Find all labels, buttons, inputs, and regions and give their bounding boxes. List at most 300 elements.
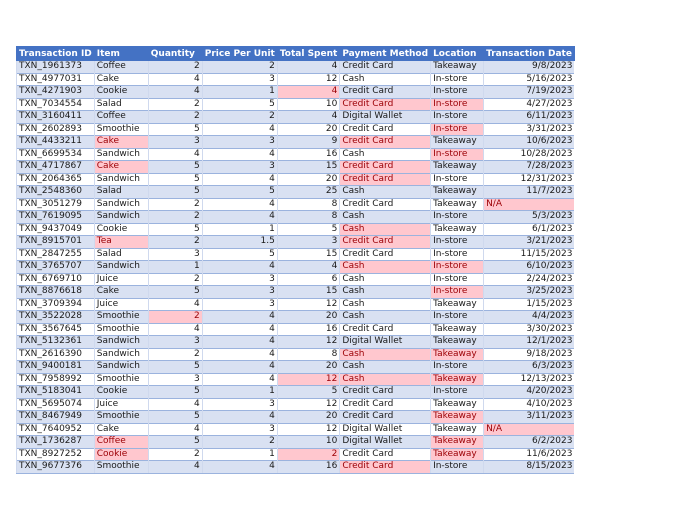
location-cell[interactable]: In-store [431, 211, 484, 224]
location-cell[interactable]: In-store [431, 311, 484, 324]
price-cell[interactable]: 4 [202, 411, 277, 424]
location-cell[interactable]: In-store [431, 361, 484, 374]
table-row [17, 361, 575, 374]
item-cell[interactable]: Cake [94, 161, 148, 174]
transaction-id-cell[interactable]: TXN_2602893 [17, 123, 95, 136]
location-cell[interactable]: Takeaway [431, 436, 484, 449]
total-cell[interactable]: 15 [277, 248, 339, 261]
transaction-id-cell[interactable]: TXN_8927252 [17, 448, 95, 461]
price-cell[interactable]: 4 [202, 323, 277, 336]
total-cell[interactable]: 4 [277, 261, 339, 274]
table-row [17, 411, 575, 424]
transactions-table [16, 46, 575, 474]
transaction-id-cell[interactable]: TXN_3567645 [17, 323, 95, 336]
col-header-payment-method[interactable]: Payment Method [340, 47, 431, 61]
transaction-id-cell[interactable]: TXN_5183041 [17, 386, 95, 399]
quantity-cell[interactable]: 5 [148, 286, 202, 299]
location-cell[interactable]: Takeaway [431, 61, 484, 74]
transaction-id-cell[interactable]: TXN_2616390 [17, 348, 95, 361]
quantity-cell[interactable]: 2 [148, 211, 202, 224]
total-cell[interactable]: 20 [277, 173, 339, 186]
date-cell[interactable]: N/A [484, 423, 575, 436]
location-cell[interactable]: Takeaway [431, 373, 484, 386]
price-cell[interactable]: 4 [202, 348, 277, 361]
total-cell[interactable]: 12 [277, 298, 339, 311]
payment-method-cell[interactable]: Credit Card [340, 248, 431, 261]
location-cell[interactable]: Takeaway [431, 398, 484, 411]
transaction-id-cell[interactable]: TXN_3160411 [17, 111, 95, 124]
date-cell[interactable]: 6/10/2023 [484, 261, 575, 274]
quantity-cell[interactable]: 1 [148, 261, 202, 274]
location-cell[interactable]: In-store [431, 386, 484, 399]
total-cell[interactable]: 20 [277, 123, 339, 136]
payment-method-cell[interactable]: Credit Card [340, 236, 431, 249]
date-cell[interactable]: 3/30/2023 [484, 323, 575, 336]
price-cell[interactable]: 3 [202, 298, 277, 311]
location-cell[interactable]: In-store [431, 461, 484, 474]
payment-method-cell[interactable]: Credit Card [340, 86, 431, 99]
price-cell[interactable]: 3 [202, 73, 277, 86]
transaction-id-cell[interactable]: TXN_9437049 [17, 223, 95, 236]
item-cell[interactable]: Sandwich [94, 173, 148, 186]
col-header-total-spent[interactable]: Total Spent [277, 47, 339, 61]
date-cell[interactable]: 3/25/2023 [484, 286, 575, 299]
total-cell[interactable]: 12 [277, 398, 339, 411]
item-cell[interactable]: Juice [94, 273, 148, 286]
item-cell[interactable]: Sandwich [94, 148, 148, 161]
total-cell[interactable]: 3 [277, 236, 339, 249]
item-cell[interactable]: Smoothie [94, 311, 148, 324]
payment-method-cell[interactable]: Cash [340, 186, 431, 199]
location-cell[interactable]: Takeaway [431, 198, 484, 211]
table-row [17, 298, 575, 311]
total-cell[interactable]: 16 [277, 323, 339, 336]
quantity-cell[interactable]: 3 [148, 373, 202, 386]
transaction-id-cell[interactable]: TXN_9677376 [17, 461, 95, 474]
total-cell[interactable]: 4 [277, 86, 339, 99]
quantity-cell[interactable]: 5 [148, 123, 202, 136]
item-cell[interactable]: Cake [94, 423, 148, 436]
item-cell[interactable]: Coffee [94, 111, 148, 124]
location-cell[interactable]: In-store [431, 248, 484, 261]
location-cell[interactable]: In-store [431, 273, 484, 286]
price-cell[interactable]: 1 [202, 223, 277, 236]
table-row [17, 273, 575, 286]
total-cell[interactable]: 10 [277, 436, 339, 449]
item-cell[interactable]: Smoothie [94, 461, 148, 474]
price-cell[interactable]: 4 [202, 336, 277, 349]
price-cell[interactable]: 3 [202, 286, 277, 299]
price-cell[interactable]: 4 [202, 261, 277, 274]
location-cell[interactable]: Takeaway [431, 161, 484, 174]
total-cell[interactable]: 12 [277, 73, 339, 86]
date-cell[interactable]: 6/2/2023 [484, 436, 575, 449]
quantity-cell[interactable]: 4 [148, 398, 202, 411]
price-cell[interactable]: 3 [202, 273, 277, 286]
payment-method-cell[interactable]: Credit Card [340, 136, 431, 149]
price-cell[interactable]: 5 [202, 186, 277, 199]
item-cell[interactable]: Cake [94, 286, 148, 299]
payment-method-cell[interactable]: Cash [340, 148, 431, 161]
quantity-cell[interactable]: 4 [148, 86, 202, 99]
payment-method-cell[interactable]: Digital Wallet [340, 423, 431, 436]
price-cell[interactable]: 1 [202, 386, 277, 399]
item-cell[interactable]: Cookie [94, 223, 148, 236]
date-cell[interactable]: 6/11/2023 [484, 111, 575, 124]
location-cell[interactable]: In-store [431, 148, 484, 161]
date-cell[interactable]: 1/15/2023 [484, 298, 575, 311]
price-cell[interactable]: 4 [202, 123, 277, 136]
payment-method-cell[interactable]: Cash [340, 361, 431, 374]
date-cell[interactable]: 4/10/2023 [484, 398, 575, 411]
item-cell[interactable]: Salad [94, 98, 148, 111]
total-cell[interactable]: 8 [277, 348, 339, 361]
transaction-id-cell[interactable]: TXN_8915701 [17, 236, 95, 249]
transaction-id-cell[interactable]: TXN_5695074 [17, 398, 95, 411]
total-cell[interactable]: 4 [277, 61, 339, 74]
payment-method-cell[interactable]: Cash [340, 373, 431, 386]
total-cell[interactable]: 16 [277, 461, 339, 474]
price-cell[interactable]: 1 [202, 86, 277, 99]
quantity-cell[interactable]: 5 [148, 173, 202, 186]
date-cell[interactable]: N/A [484, 198, 575, 211]
item-cell[interactable]: Sandwich [94, 211, 148, 224]
quantity-cell[interactable]: 2 [148, 311, 202, 324]
date-cell[interactable]: 5/3/2023 [484, 211, 575, 224]
payment-method-cell[interactable]: Cash [340, 273, 431, 286]
payment-method-cell[interactable]: Credit Card [340, 323, 431, 336]
total-cell[interactable]: 5 [277, 386, 339, 399]
payment-method-cell[interactable]: Cash [340, 311, 431, 324]
date-cell[interactable]: 4/20/2023 [484, 386, 575, 399]
total-cell[interactable]: 2 [277, 448, 339, 461]
item-cell[interactable]: Salad [94, 186, 148, 199]
quantity-cell[interactable]: 3 [148, 336, 202, 349]
transaction-id-cell[interactable]: TXN_8467949 [17, 411, 95, 424]
quantity-cell[interactable]: 3 [148, 136, 202, 149]
payment-method-cell[interactable]: Cash [340, 73, 431, 86]
payment-method-cell[interactable]: Digital Wallet [340, 436, 431, 449]
price-cell[interactable]: 2 [202, 111, 277, 124]
price-cell[interactable]: 1 [202, 448, 277, 461]
date-cell[interactable]: 12/13/2023 [484, 373, 575, 386]
price-cell[interactable]: 3 [202, 136, 277, 149]
transaction-id-cell[interactable]: TXN_7640952 [17, 423, 95, 436]
quantity-cell[interactable]: 4 [148, 148, 202, 161]
item-cell[interactable]: Tea [94, 236, 148, 249]
transaction-id-cell[interactable]: TXN_4271903 [17, 86, 95, 99]
table-row [17, 423, 575, 436]
date-cell[interactable]: 3/21/2023 [484, 236, 575, 249]
payment-method-cell[interactable]: Digital Wallet [340, 111, 431, 124]
transaction-id-cell[interactable]: TXN_3765707 [17, 261, 95, 274]
payment-method-cell[interactable]: Credit Card [340, 61, 431, 74]
table-row [17, 261, 575, 274]
payment-method-cell[interactable]: Credit Card [340, 173, 431, 186]
transaction-id-cell[interactable]: TXN_7958992 [17, 373, 95, 386]
location-cell[interactable]: Takeaway [431, 423, 484, 436]
date-cell[interactable]: 4/27/2023 [484, 98, 575, 111]
total-cell[interactable]: 12 [277, 373, 339, 386]
date-cell[interactable]: 3/11/2023 [484, 411, 575, 424]
total-cell[interactable]: 20 [277, 361, 339, 374]
item-cell[interactable]: Cake [94, 136, 148, 149]
col-header-quantity[interactable]: Quantity [148, 47, 202, 61]
col-header-transaction-id[interactable]: Transaction ID [17, 47, 95, 61]
location-cell[interactable]: In-store [431, 73, 484, 86]
quantity-cell[interactable]: 4 [148, 298, 202, 311]
price-cell[interactable]: 3 [202, 423, 277, 436]
item-cell[interactable]: Smoothie [94, 123, 148, 136]
table-row [17, 373, 575, 386]
table-row [17, 336, 575, 349]
total-cell[interactable]: 4 [277, 111, 339, 124]
quantity-cell[interactable]: 2 [148, 111, 202, 124]
date-cell[interactable]: 10/28/2023 [484, 148, 575, 161]
item-cell[interactable]: Salad [94, 248, 148, 261]
table-row [17, 73, 575, 86]
quantity-cell[interactable]: 4 [148, 461, 202, 474]
location-cell[interactable]: Takeaway [431, 348, 484, 361]
item-cell[interactable]: Coffee [94, 436, 148, 449]
quantity-cell[interactable]: 2 [148, 61, 202, 74]
price-cell[interactable]: 5 [202, 248, 277, 261]
payment-method-cell[interactable]: Credit Card [340, 386, 431, 399]
total-cell[interactable]: 6 [277, 273, 339, 286]
price-cell[interactable]: 4 [202, 173, 277, 186]
quantity-cell[interactable]: 4 [148, 423, 202, 436]
payment-method-cell[interactable]: Cash [340, 211, 431, 224]
quantity-cell[interactable]: 5 [148, 161, 202, 174]
location-cell[interactable]: Takeaway [431, 223, 484, 236]
quantity-cell[interactable]: 2 [148, 98, 202, 111]
date-cell[interactable]: 2/24/2023 [484, 273, 575, 286]
transaction-id-cell[interactable]: TXN_1961373 [17, 61, 95, 74]
location-cell[interactable]: Takeaway [431, 323, 484, 336]
date-cell[interactable]: 5/16/2023 [484, 73, 575, 86]
price-cell[interactable]: 2 [202, 61, 277, 74]
price-cell[interactable]: 2 [202, 436, 277, 449]
quantity-cell[interactable]: 4 [148, 73, 202, 86]
quantity-cell[interactable]: 5 [148, 436, 202, 449]
total-cell[interactable]: 16 [277, 148, 339, 161]
table-row [17, 186, 575, 199]
total-cell[interactable]: 15 [277, 286, 339, 299]
location-cell[interactable]: Takeaway [431, 298, 484, 311]
price-cell[interactable]: 4 [202, 198, 277, 211]
location-cell[interactable]: In-store [431, 173, 484, 186]
total-cell[interactable]: 12 [277, 336, 339, 349]
date-cell[interactable]: 11/7/2023 [484, 186, 575, 199]
table-row [17, 223, 575, 236]
total-cell[interactable]: 8 [277, 198, 339, 211]
transaction-id-cell[interactable]: TXN_3709394 [17, 298, 95, 311]
location-cell[interactable]: In-store [431, 98, 484, 111]
total-cell[interactable]: 10 [277, 98, 339, 111]
payment-method-cell[interactable]: Credit Card [340, 411, 431, 424]
quantity-cell[interactable]: 2 [148, 236, 202, 249]
transaction-id-cell[interactable]: TXN_9400181 [17, 361, 95, 374]
table-row [17, 211, 575, 224]
col-header-item[interactable]: Item [94, 47, 148, 61]
item-cell[interactable]: Juice [94, 298, 148, 311]
item-cell[interactable]: Cake [94, 73, 148, 86]
total-cell[interactable]: 25 [277, 186, 339, 199]
quantity-cell[interactable]: 5 [148, 411, 202, 424]
date-cell[interactable]: 8/15/2023 [484, 461, 575, 474]
payment-method-cell[interactable]: Cash [340, 348, 431, 361]
payment-method-cell[interactable]: Cash [340, 223, 431, 236]
item-cell[interactable]: Smoothie [94, 411, 148, 424]
col-header-location[interactable]: Location [431, 47, 484, 61]
table-row [17, 98, 575, 111]
quantity-cell[interactable]: 2 [148, 348, 202, 361]
price-cell[interactable]: 3 [202, 161, 277, 174]
transaction-id-cell[interactable]: TXN_8876618 [17, 286, 95, 299]
transaction-id-cell[interactable]: TXN_3522028 [17, 311, 95, 324]
price-cell[interactable]: 4 [202, 148, 277, 161]
total-cell[interactable]: 8 [277, 211, 339, 224]
transaction-id-cell[interactable]: TXN_6699534 [17, 148, 95, 161]
transaction-id-cell[interactable]: TXN_3051279 [17, 198, 95, 211]
table-row [17, 311, 575, 324]
total-cell[interactable]: 5 [277, 223, 339, 236]
total-cell[interactable]: 15 [277, 161, 339, 174]
date-cell[interactable]: 12/1/2023 [484, 336, 575, 349]
total-cell[interactable]: 20 [277, 311, 339, 324]
table-row [17, 436, 575, 449]
location-cell[interactable]: In-store [431, 286, 484, 299]
table-row [17, 236, 575, 249]
table-row [17, 461, 575, 474]
price-cell[interactable]: 4 [202, 211, 277, 224]
location-cell[interactable]: Takeaway [431, 448, 484, 461]
table-row [17, 248, 575, 261]
quantity-cell[interactable]: 2 [148, 448, 202, 461]
payment-method-cell[interactable]: Credit Card [340, 98, 431, 111]
location-cell[interactable]: In-store [431, 236, 484, 249]
table-row [17, 448, 575, 461]
payment-method-cell[interactable]: Credit Card [340, 123, 431, 136]
payment-method-cell[interactable]: Cash [340, 298, 431, 311]
location-cell[interactable]: In-store [431, 86, 484, 99]
table-row [17, 173, 575, 186]
location-cell[interactable]: Takeaway [431, 411, 484, 424]
price-cell[interactable]: 1.5 [202, 236, 277, 249]
item-cell[interactable]: Smoothie [94, 323, 148, 336]
transaction-id-cell[interactable]: TXN_2847255 [17, 248, 95, 261]
location-cell[interactable]: In-store [431, 123, 484, 136]
quantity-cell[interactable]: 5 [148, 361, 202, 374]
transaction-id-cell[interactable]: TXN_2064365 [17, 173, 95, 186]
quantity-cell[interactable]: 2 [148, 198, 202, 211]
item-cell[interactable]: Coffee [94, 61, 148, 74]
payment-method-cell[interactable]: Credit Card [340, 398, 431, 411]
location-cell[interactable]: In-store [431, 111, 484, 124]
transaction-id-cell[interactable]: TXN_4717867 [17, 161, 95, 174]
date-cell[interactable]: 10/6/2023 [484, 136, 575, 149]
item-cell[interactable]: Sandwich [94, 336, 148, 349]
item-cell[interactable]: Cookie [94, 386, 148, 399]
price-cell[interactable]: 4 [202, 461, 277, 474]
date-cell[interactable]: 4/4/2023 [484, 311, 575, 324]
item-cell[interactable]: Cookie [94, 448, 148, 461]
total-cell[interactable]: 9 [277, 136, 339, 149]
payment-method-cell[interactable]: Cash [340, 286, 431, 299]
item-cell[interactable]: Cookie [94, 86, 148, 99]
payment-method-cell[interactable]: Credit Card [340, 198, 431, 211]
item-cell[interactable]: Sandwich [94, 361, 148, 374]
transaction-id-cell[interactable]: TXN_2548360 [17, 186, 95, 199]
quantity-cell[interactable]: 4 [148, 323, 202, 336]
date-cell[interactable]: 9/18/2023 [484, 348, 575, 361]
col-header-price-per-unit[interactable]: Price Per Unit [202, 47, 277, 61]
quantity-cell[interactable]: 5 [148, 186, 202, 199]
transaction-id-cell[interactable]: TXN_7034554 [17, 98, 95, 111]
transaction-id-cell[interactable]: TXN_4433211 [17, 136, 95, 149]
date-cell[interactable]: 11/6/2023 [484, 448, 575, 461]
transaction-id-cell[interactable]: TXN_6769710 [17, 273, 95, 286]
payment-method-cell[interactable]: Credit Card [340, 161, 431, 174]
table-row [17, 386, 575, 399]
item-cell[interactable]: Juice [94, 398, 148, 411]
date-cell[interactable]: 6/3/2023 [484, 361, 575, 374]
table-row [17, 61, 575, 74]
price-cell[interactable]: 4 [202, 311, 277, 324]
item-cell[interactable]: Sandwich [94, 348, 148, 361]
date-cell[interactable]: 12/31/2023 [484, 173, 575, 186]
date-cell[interactable]: 7/28/2023 [484, 161, 575, 174]
item-cell[interactable]: Sandwich [94, 198, 148, 211]
location-cell[interactable]: Takeaway [431, 336, 484, 349]
date-cell[interactable]: 11/15/2023 [484, 248, 575, 261]
item-cell[interactable]: Smoothie [94, 373, 148, 386]
col-header-transaction-date[interactable]: Transaction Date [484, 47, 575, 61]
transaction-id-cell[interactable]: TXN_5132361 [17, 336, 95, 349]
table-row [17, 398, 575, 411]
item-cell[interactable]: Sandwich [94, 261, 148, 274]
location-cell[interactable]: In-store [431, 261, 484, 274]
date-cell[interactable]: 7/19/2023 [484, 86, 575, 99]
transaction-id-cell[interactable]: TXN_4977031 [17, 73, 95, 86]
table-row [17, 286, 575, 299]
date-cell[interactable]: 6/1/2023 [484, 223, 575, 236]
payment-method-cell[interactable]: Digital Wallet [340, 336, 431, 349]
quantity-cell[interactable]: 3 [148, 248, 202, 261]
transaction-id-cell[interactable]: TXN_7619095 [17, 211, 95, 224]
payment-method-cell[interactable]: Credit Card [340, 461, 431, 474]
total-cell[interactable]: 12 [277, 423, 339, 436]
quantity-cell[interactable]: 2 [148, 273, 202, 286]
table-row [17, 86, 575, 99]
payment-method-cell[interactable]: Credit Card [340, 448, 431, 461]
quantity-cell[interactable]: 5 [148, 223, 202, 236]
price-cell[interactable]: 4 [202, 361, 277, 374]
location-cell[interactable]: Takeaway [431, 136, 484, 149]
price-cell[interactable]: 5 [202, 98, 277, 111]
location-cell[interactable]: Takeaway [431, 186, 484, 199]
table-row [17, 136, 575, 149]
date-cell[interactable]: 9/8/2023 [484, 61, 575, 74]
price-cell[interactable]: 3 [202, 398, 277, 411]
payment-method-cell[interactable]: Cash [340, 261, 431, 274]
transaction-id-cell[interactable]: TXN_1736287 [17, 436, 95, 449]
quantity-cell[interactable]: 5 [148, 386, 202, 399]
price-cell[interactable]: 4 [202, 373, 277, 386]
date-cell[interactable]: 3/31/2023 [484, 123, 575, 136]
table-body [17, 61, 575, 474]
total-cell[interactable]: 20 [277, 411, 339, 424]
